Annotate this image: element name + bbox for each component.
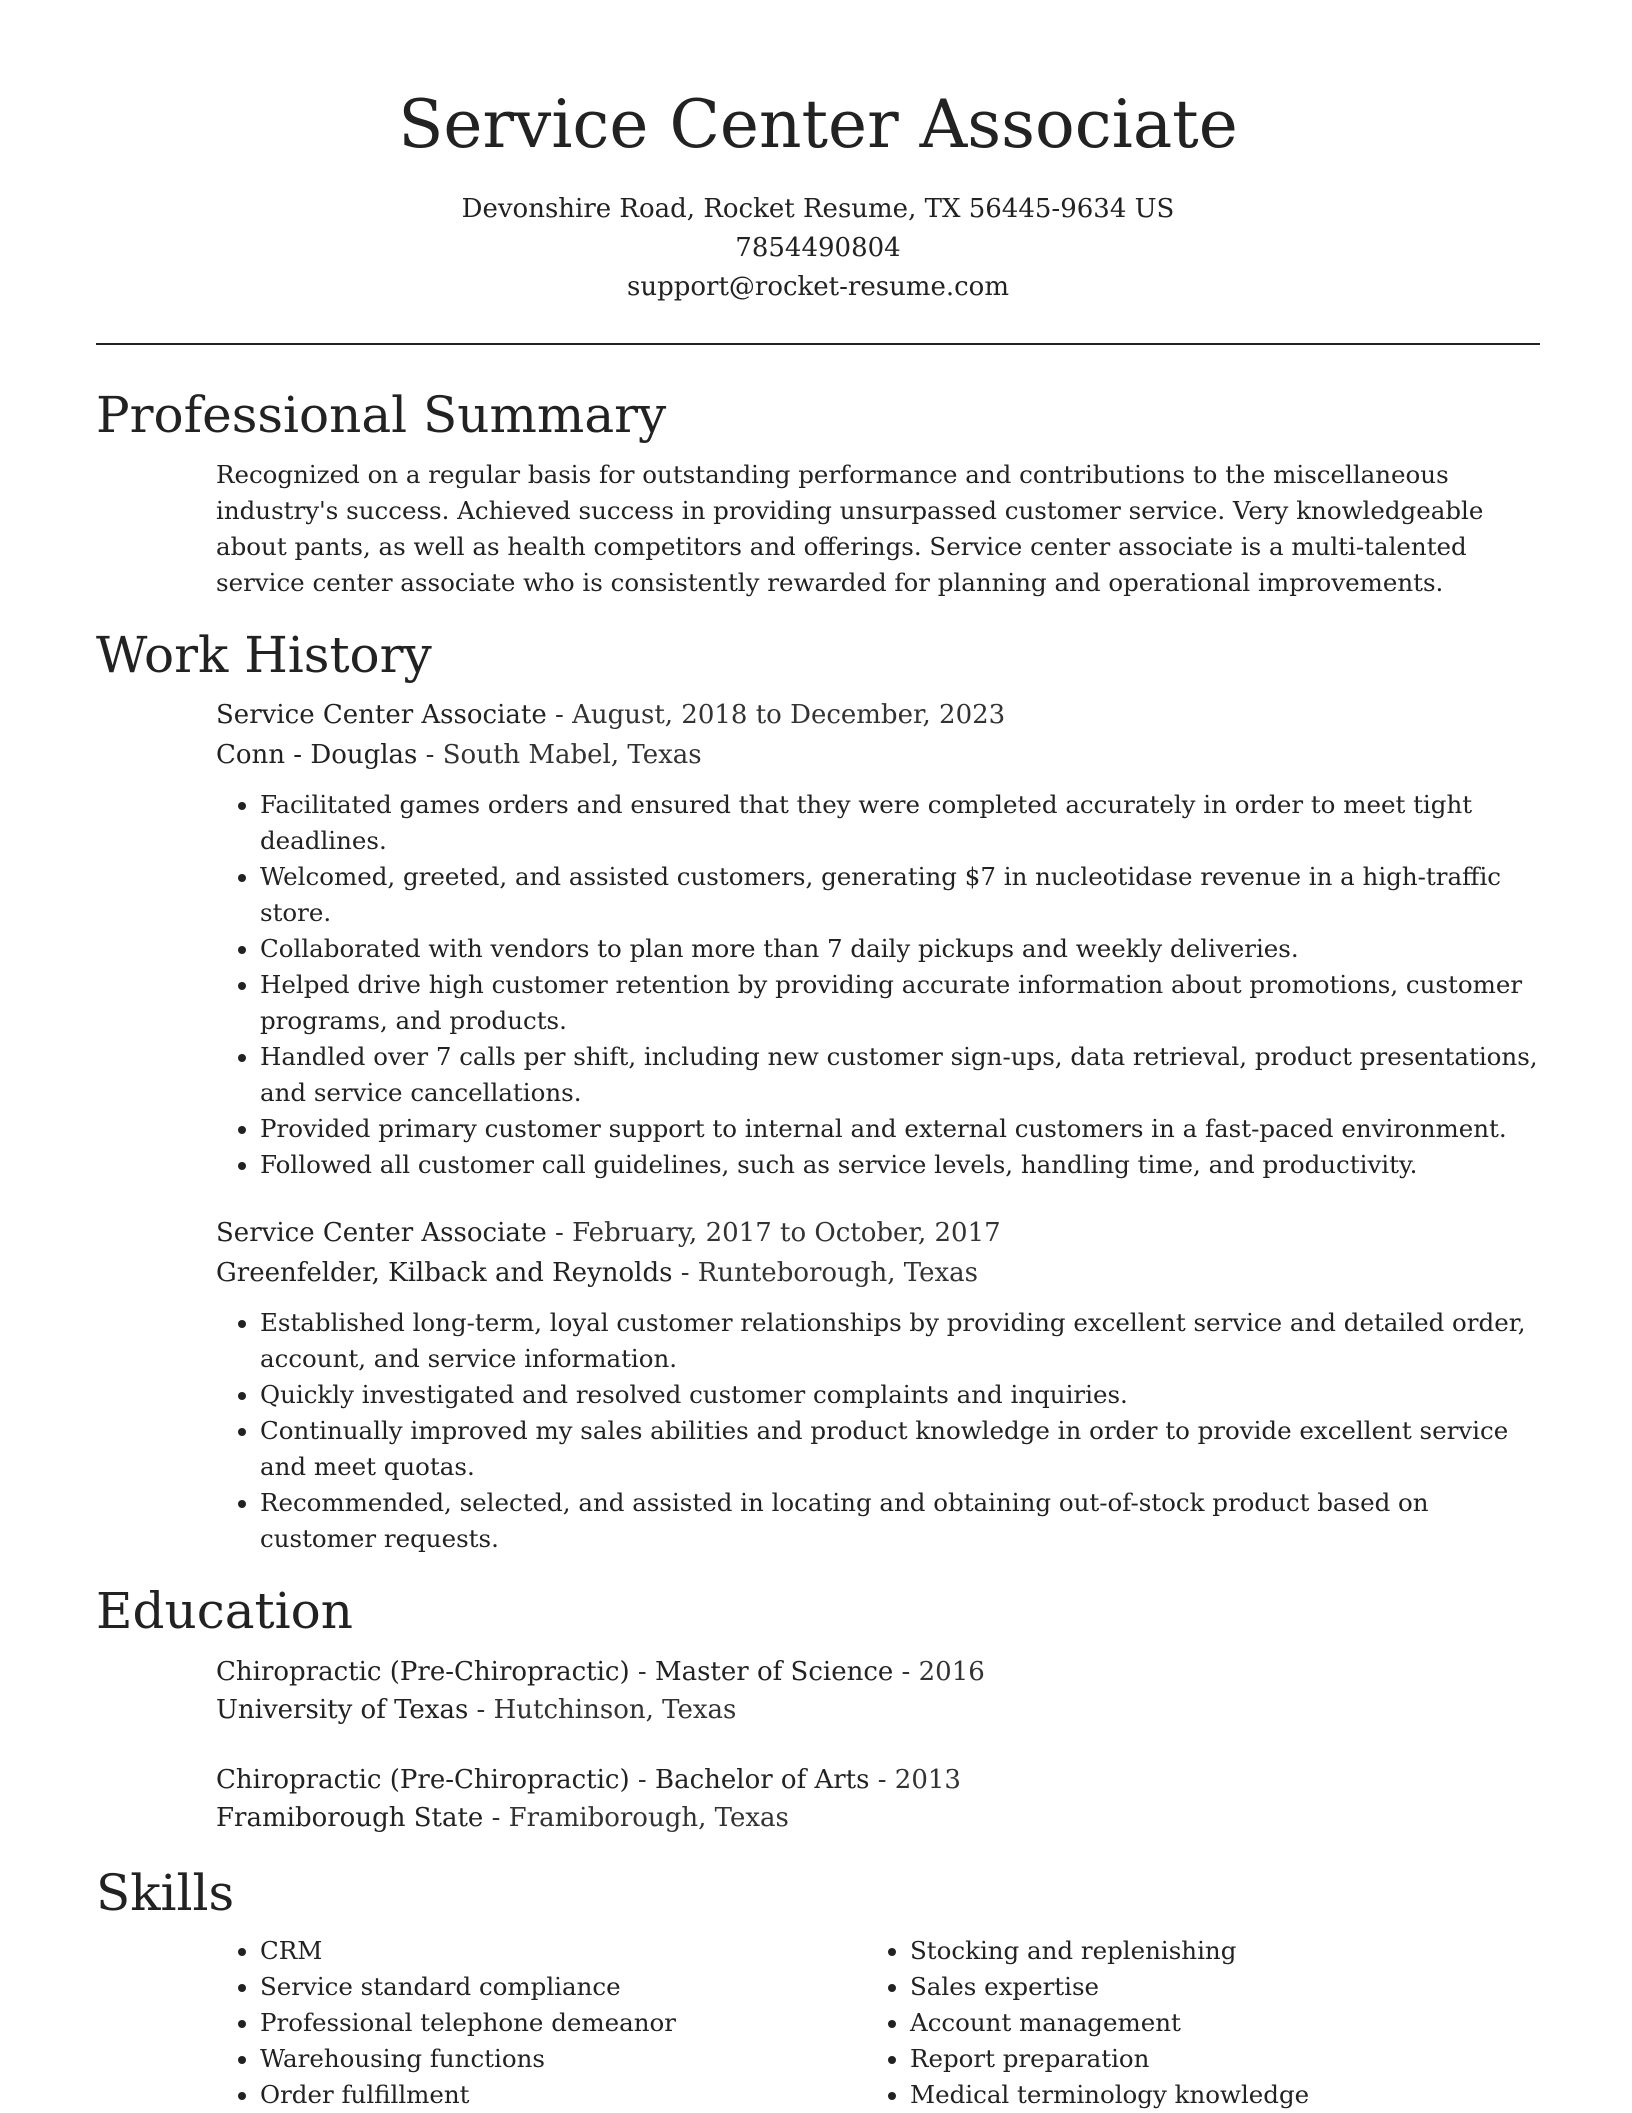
school-location: Framiborough, Texas (508, 1803, 789, 1833)
school-name: Framiborough State (216, 1803, 484, 1833)
separator: - (546, 700, 573, 730)
education-heading: Education (96, 1582, 353, 1640)
job-company-line (216, 735, 1540, 775)
degree-line (216, 1653, 1540, 1691)
job-bullet: • Welcomed, greeted, and assisted customers, generating $7 in nucleotidase revenue in a high-traffic store. (260, 859, 1540, 931)
summary-text: Recognized on a regular basis for outstanding performance and contributions to the miscellaneous industry's success. Achieved success in providing unsurpassed customer service. Very knowledgeable about pants, as well as health competitors and offerings. Service center associate is a multi-talented service center associate who is consistently rewarded for planning and operational improvements. (216, 460, 1484, 597)
skill-item: • Account management (910, 2005, 1510, 2041)
separator: - (546, 1218, 573, 1248)
job-entry (216, 695, 1540, 1183)
job-entry (216, 1213, 1540, 1557)
separator: - (629, 1765, 655, 1795)
job-bullet: • Quickly investigated and resolved customer complaints and inquiries. (260, 1377, 1540, 1413)
resume-header (96, 0, 1540, 307)
work-history-heading: Work History (96, 626, 432, 684)
separator: - (417, 740, 443, 770)
degree-line (216, 1761, 1540, 1799)
job-bullets (216, 1305, 1540, 1557)
work-history-list (96, 695, 1540, 1557)
skills-heading: Skills (96, 1864, 235, 1922)
job-dates: February, 2017 to October, 2017 (572, 1218, 1001, 1248)
separator: - (869, 1765, 895, 1795)
contact-info (96, 190, 1540, 307)
separator: - (672, 1258, 698, 1288)
skills-section (96, 1933, 1540, 2113)
separator: - (468, 1695, 494, 1725)
job-bullet: • Recommended, selected, and assisted in locating and obtaining out-of-stock product based on customer requests. (260, 1485, 1540, 1557)
school-name: University of Texas (216, 1695, 469, 1725)
degree: Master of Science (654, 1657, 894, 1687)
field-of-study: Chiropractic (Pre-Chiropractic) (216, 1765, 630, 1795)
education-entry (216, 1653, 1540, 1729)
job-title: Service Center Associate (216, 1218, 547, 1248)
skills-columns (216, 1933, 1540, 2113)
degree: Bachelor of Arts (654, 1765, 870, 1795)
job-dates: August, 2018 to December, 2023 (572, 700, 1006, 730)
job-location: Runteborough, Texas (697, 1258, 978, 1288)
candidate-name: Service Center Associate (398, 86, 1238, 163)
phone: 7854490804 (735, 233, 901, 263)
job-bullet: • Helped drive high customer retention by providing accurate information about promotions, customer programs, and products. (260, 967, 1540, 1039)
skill-item: • Sales expertise (910, 1969, 1510, 2005)
job-title: Service Center Associate (216, 700, 547, 730)
email: support@rocket-resume.com (626, 272, 1009, 302)
job-bullet: • Established long-term, loyal customer relationships by providing excellent service and detailed order, account, and service information. (260, 1305, 1540, 1377)
skills-list-right (866, 1933, 1510, 2113)
skill-item: • Stocking and replenishing (910, 1933, 1510, 1969)
graduation-year: 2013 (894, 1765, 961, 1795)
skill-item: • Service standard compliance (260, 1969, 866, 2005)
job-bullet: • Facilitated games orders and ensured that they were completed accurately in order to meet tight deadlines. (260, 787, 1540, 859)
school-line (216, 1799, 1540, 1837)
field-of-study: Chiropractic (Pre-Chiropractic) (216, 1657, 630, 1687)
job-bullet: • Continually improved my sales abilities and product knowledge in order to provide excellent service and meet quotas. (260, 1413, 1540, 1485)
address: Devonshire Road, Rocket Resume, TX 56445-9634 US (461, 194, 1175, 224)
job-title-line (216, 1213, 1540, 1253)
header-divider (96, 343, 1540, 345)
job-bullet: • Provided primary customer support to internal and external customers in a fast-paced environment. (260, 1111, 1540, 1147)
job-company-line (216, 1253, 1540, 1293)
job-bullets (216, 787, 1540, 1183)
company-name: Conn - Douglas (216, 740, 418, 770)
separator: - (629, 1657, 655, 1687)
graduation-year: 2016 (918, 1657, 985, 1687)
education-entry (216, 1761, 1540, 1837)
school-line (216, 1691, 1540, 1729)
skill-item: • Medical terminology knowledge (910, 2077, 1510, 2113)
resume-page (96, 0, 1540, 2113)
job-location: South Mabel, Texas (442, 740, 702, 770)
summary-heading: Professional Summary (96, 386, 667, 444)
skill-item: • Order fulfillment (260, 2077, 866, 2113)
school-location: Hutchinson, Texas (493, 1695, 737, 1725)
skill-item: • Professional telephone demeanor (260, 2005, 866, 2041)
job-bullet: • Followed all customer call guidelines, such as service levels, handling time, and productivity. (260, 1147, 1540, 1183)
job-title-line (216, 695, 1540, 735)
skills-list-left (216, 1933, 866, 2113)
separator: - (483, 1803, 509, 1833)
skill-item: • CRM (260, 1933, 866, 1969)
separator: - (893, 1657, 919, 1687)
education-list (96, 1653, 1540, 1837)
skill-item: • Report preparation (910, 2041, 1510, 2077)
skill-item: • Warehousing functions (260, 2041, 866, 2077)
job-bullet: • Collaborated with vendors to plan more than 7 daily pickups and weekly deliveries. (260, 931, 1540, 967)
company-name: Greenfelder, Kilback and Reynolds (216, 1258, 673, 1288)
job-bullet: • Handled over 7 calls per shift, including new customer sign-ups, data retrieval, product presentations, and service cancellations. (260, 1039, 1540, 1111)
